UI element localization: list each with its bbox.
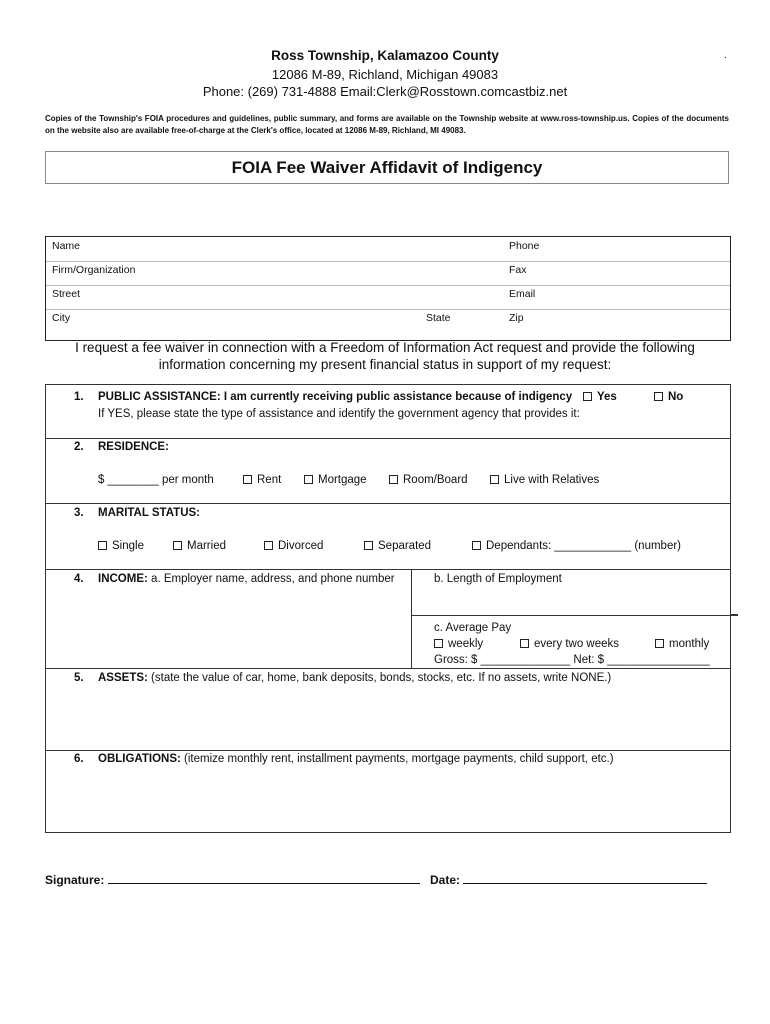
header-mark: . (724, 50, 727, 61)
section-5-title: ASSETS: (98, 672, 148, 684)
date-label: Date: (430, 873, 461, 887)
separated-label: Separated (378, 540, 432, 552)
form-title-text: FOIA Fee Waiver Affidavit of Indigency (231, 157, 543, 177)
divorced-checkbox[interactable] (264, 541, 273, 550)
relatives-checkbox[interactable] (490, 475, 499, 484)
average-pay-label: c. Average Pay (434, 622, 512, 634)
dependants-label: Dependants: ____________ (number) (486, 540, 682, 552)
single-option[interactable] (98, 540, 144, 552)
married-checkbox[interactable] (173, 541, 182, 550)
section-4-heading (98, 573, 395, 585)
email-label[interactable]: Email (509, 288, 536, 300)
biweekly-checkbox[interactable] (520, 639, 529, 648)
section-2-title: RESIDENCE: (98, 441, 169, 453)
rent-option[interactable] (243, 474, 281, 486)
state-label[interactable]: State (426, 312, 451, 324)
yes-label: Yes (597, 391, 617, 403)
section-1-instruction: If YES, please state the type of assistance and identify the government agency that provides it: (98, 408, 580, 420)
no-label: No (668, 391, 684, 403)
relatives-label: Live with Relatives (504, 474, 600, 486)
section-3-number: 3. (74, 507, 84, 519)
section-4-title: INCOME: (98, 573, 148, 585)
income-column-divider (411, 569, 412, 668)
section-divider (46, 438, 730, 439)
section-2-number: 2. (74, 441, 84, 453)
signature-field[interactable] (45, 871, 420, 887)
section-6-number: 6. (74, 753, 84, 765)
yes-checkbox[interactable] (583, 392, 592, 401)
date-line[interactable] (463, 871, 707, 884)
zip-label[interactable]: Zip (509, 312, 524, 324)
single-label: Single (112, 540, 144, 552)
section-divider (46, 503, 730, 504)
no-option[interactable] (654, 391, 683, 403)
married-option[interactable] (173, 540, 226, 552)
married-label: Married (187, 540, 226, 552)
section-divider (46, 668, 730, 669)
room-board-label: Room/Board (403, 474, 468, 486)
org-name: Ross Township, Kalamazoo County (271, 48, 499, 63)
room-board-checkbox[interactable] (389, 475, 398, 484)
monthly-option[interactable] (655, 638, 709, 650)
section-6-heading (98, 753, 614, 765)
street-label[interactable]: Street (52, 288, 81, 300)
monthly-label: monthly (669, 638, 710, 650)
obligations-instruction: (itemize monthly rent, installment payments, mortgage payments, child support, etc.) (184, 753, 614, 765)
mortgage-label: Mortgage (318, 474, 367, 486)
relatives-option[interactable] (490, 474, 599, 486)
phone-label[interactable]: Phone (509, 240, 540, 252)
weekly-checkbox[interactable] (434, 639, 443, 648)
section-1-number: 1. (74, 391, 84, 403)
section-5-number: 5. (74, 672, 84, 684)
income-row-divider (411, 615, 738, 616)
section-6-title: OBLIGATIONS: (98, 753, 181, 765)
date-field[interactable] (430, 871, 707, 887)
dependants-option[interactable] (472, 540, 681, 552)
biweekly-label: every two weeks (534, 638, 620, 650)
rent-label: Rent (257, 474, 282, 486)
signature-label: Signature: (45, 873, 105, 887)
fax-label[interactable]: Fax (509, 264, 527, 276)
section-4-number: 4. (74, 573, 84, 585)
intro-text: I request a fee waiver in connection with a Freedom of Information Act request and provide the following information concerning my present financial status in support of my request: (75, 340, 695, 372)
signature-line[interactable] (108, 871, 420, 884)
assets-instruction: (state the value of car, home, bank deposits, bonds, stocks, etc. If no assets, write NONE.) (151, 672, 612, 684)
separated-checkbox[interactable] (364, 541, 373, 550)
financial-form (45, 384, 731, 833)
notice-text: Copies of the Township's FOIA procedures and guidelines, public summary, and forms are available on the Township website at www.ross-township.us. Copies of the documents on the website also are available free-of-charge at the Clerk's office, located at 12086 M-89, Richland, MI 49083. (45, 114, 729, 135)
row-divider (46, 285, 730, 286)
gross-net-field[interactable]: Gross: $ ______________ Net: $ ________________ (434, 654, 710, 666)
row-divider (46, 261, 730, 262)
contact-block (45, 236, 731, 341)
weekly-option[interactable] (434, 638, 483, 650)
divorced-option[interactable] (264, 540, 323, 552)
room-board-option[interactable] (389, 474, 468, 486)
weekly-label: weekly (448, 638, 484, 650)
divorced-label: Divorced (278, 540, 324, 552)
form-title (45, 151, 729, 184)
no-checkbox[interactable] (654, 392, 663, 401)
monthly-checkbox[interactable] (655, 639, 664, 648)
row-divider (46, 309, 730, 310)
mortgage-checkbox[interactable] (304, 475, 313, 484)
section-3-title: MARITAL STATUS: (98, 507, 200, 519)
single-checkbox[interactable] (98, 541, 107, 550)
org-contact: Phone: (269) 731-4888 Email:Clerk@Rosstown.comcastbiz.net (202, 84, 568, 99)
dependants-checkbox[interactable] (472, 541, 481, 550)
yes-option[interactable] (583, 391, 617, 403)
mortgage-option[interactable] (304, 474, 367, 486)
rent-checkbox[interactable] (243, 475, 252, 484)
rent-amount-field[interactable]: $ ________ per month (98, 474, 214, 486)
section-divider (46, 750, 730, 751)
org-address: 12086 M-89, Richland, Michigan 49083 (271, 67, 499, 82)
biweekly-option[interactable] (520, 638, 619, 650)
section-divider (46, 569, 730, 570)
city-label[interactable]: City (52, 312, 71, 324)
separated-option[interactable] (364, 540, 431, 552)
employment-length-label: b. Length of Employment (434, 573, 562, 585)
section-5-heading (98, 672, 611, 684)
name-label[interactable]: Name (52, 240, 81, 252)
income-row-divider-extension (731, 614, 738, 615)
employer-label: a. Employer name, address, and phone number (151, 573, 395, 585)
firm-label[interactable]: Firm/Organization (52, 264, 136, 276)
section-1-title: PUBLIC ASSISTANCE: I am currently receiving public assistance because of indigency (98, 391, 573, 403)
